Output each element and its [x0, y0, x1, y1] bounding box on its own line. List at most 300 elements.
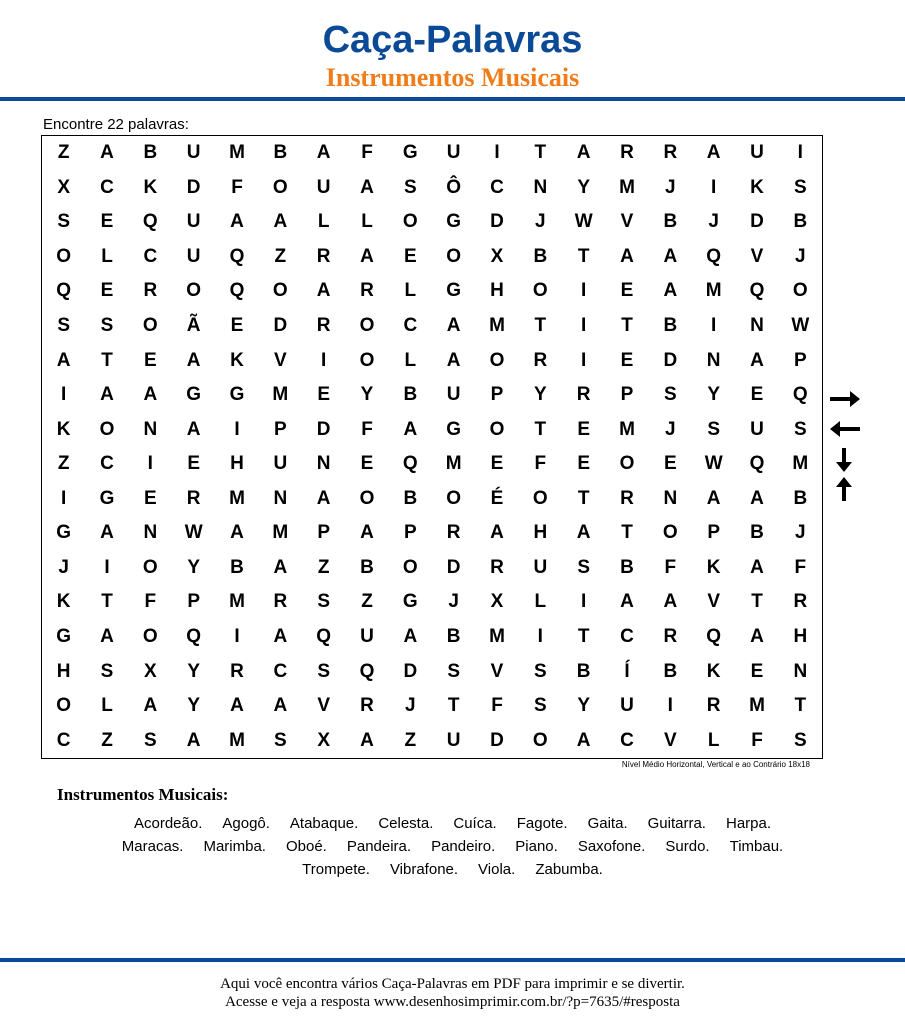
grid-cell: Q: [229, 245, 245, 267]
word-item: Maracas.: [121, 838, 184, 855]
grid-cell: O: [446, 487, 462, 509]
grid-cell: W: [704, 453, 723, 475]
grid-cell: P: [317, 522, 330, 544]
level-note: Nível Médio Horizontal, Vertical e ao Contrário 18x18: [621, 760, 810, 769]
grid-cell: U: [186, 245, 201, 267]
grid-cell: U: [446, 142, 461, 164]
word-item: Marimba.: [203, 838, 266, 855]
grid-cell: O: [532, 487, 548, 509]
grid-cell: A: [100, 626, 114, 648]
grid-cell: O: [142, 556, 158, 578]
grid-cell: S: [317, 591, 330, 613]
grid-cell: T: [621, 522, 633, 544]
top-divider: [0, 97, 905, 101]
grid-cell: C: [143, 245, 158, 267]
grid-cell: A: [230, 522, 244, 544]
grid-cell: N: [750, 315, 764, 337]
grid-cell: Z: [317, 556, 330, 578]
grid-cell: E: [620, 280, 634, 302]
grid-cell: P: [273, 418, 287, 440]
grid-cell: Y: [187, 695, 200, 717]
grid-cell: J: [665, 418, 676, 440]
grid-cell: O: [489, 418, 505, 440]
word-item: Harpa.: [725, 815, 772, 832]
grid-cell: G: [99, 487, 115, 509]
grid-cell: B: [793, 487, 808, 509]
grid-cell: F: [664, 556, 677, 578]
grid-cell: A: [663, 591, 678, 613]
grid-cell: S: [317, 660, 330, 682]
grid-cell: O: [402, 211, 418, 233]
grid-cell: X: [490, 245, 504, 267]
grid-cell: A: [706, 487, 721, 509]
grid-cell: B: [273, 142, 288, 164]
grid-cell: A: [620, 245, 634, 267]
grid-cell: E: [750, 660, 764, 682]
grid-cell: I: [581, 315, 587, 337]
grid-cell: V: [663, 729, 677, 751]
grid-cell: I: [711, 315, 717, 337]
word-item: Vibrafone.: [389, 861, 459, 878]
grid-cell: R: [186, 487, 201, 509]
grid-cell: F: [794, 556, 807, 578]
grid-cell: Q: [186, 626, 202, 648]
grid-cell: H: [490, 280, 504, 302]
grid-cell: I: [667, 695, 673, 717]
grid-cell: I: [581, 349, 587, 371]
word-item: Atabaque.: [289, 815, 359, 832]
grid-cell: B: [663, 315, 678, 337]
grid-cell: U: [750, 418, 764, 440]
grid-cell: D: [316, 418, 331, 440]
grid-cell: E: [143, 487, 157, 509]
grid-cell: P: [707, 522, 720, 544]
grid-cell: A: [273, 695, 288, 717]
grid-cell: M: [619, 418, 635, 440]
grid-cell: B: [576, 660, 591, 682]
grid-cell: P: [793, 349, 807, 371]
grid-cell: U: [620, 695, 634, 717]
grid-cell: J: [795, 522, 806, 544]
word-item: Trompete.: [302, 861, 370, 878]
grid-cell: R: [490, 556, 504, 578]
word-list-title: Instrumentos Musicais:: [57, 785, 229, 804]
grid-cell: A: [576, 522, 591, 544]
grid-cell: D: [403, 660, 418, 682]
grid-cell: R: [576, 384, 591, 406]
grid-cell: G: [186, 384, 202, 406]
grid-cell: T: [534, 315, 547, 337]
grid-cell: C: [403, 315, 418, 337]
grid-cell: N: [316, 453, 331, 475]
grid-cell: H: [230, 453, 244, 475]
grid-cell: A: [273, 211, 288, 233]
grid-cell: I: [797, 142, 803, 164]
grid-cell: T: [577, 626, 590, 648]
grid-cell: N: [706, 349, 721, 371]
grid-cell: X: [57, 176, 70, 198]
word-item: Oboé.: [285, 838, 327, 855]
grid-cell: S: [707, 418, 720, 440]
grid-cell: I: [61, 487, 67, 509]
grid-cell: Z: [404, 729, 417, 751]
grid-cell: R: [793, 591, 808, 613]
grid-cell: C: [56, 729, 71, 751]
grid-cell: J: [708, 211, 719, 233]
grid-cell: O: [56, 245, 72, 267]
grid-cell: J: [58, 556, 69, 578]
grid-cell: O: [792, 280, 808, 302]
grid-cell: A: [403, 626, 418, 648]
grid-cell: U: [750, 142, 764, 164]
grid-cell: I: [234, 418, 240, 440]
grid-cell: F: [361, 418, 373, 440]
grid-cell: S: [143, 729, 157, 751]
grid-cell: E: [143, 349, 157, 371]
grid-cell: C: [490, 176, 504, 198]
grid-cell: S: [100, 660, 114, 682]
arrow-left-icon: [828, 419, 862, 439]
grid-cell: B: [403, 384, 418, 406]
grid-cell: L: [317, 211, 330, 233]
grid-cell: M: [229, 142, 245, 164]
grid-cell: S: [793, 418, 807, 440]
grid-cell: S: [663, 384, 677, 406]
grid-cell: A: [100, 384, 114, 406]
grid-cell: O: [99, 418, 115, 440]
grid-cell: B: [230, 556, 244, 578]
grid-cell: A: [230, 211, 244, 233]
grid-cell: R: [663, 142, 678, 164]
grid-cell: R: [620, 487, 634, 509]
grid-cell: T: [751, 591, 763, 613]
grid-cell: R: [620, 142, 634, 164]
grid-cell: N: [143, 522, 158, 544]
grid-cell: Q: [706, 245, 722, 267]
word-item: Gaita.: [587, 815, 628, 832]
grid-cell: D: [490, 211, 504, 233]
grid-cell: L: [101, 245, 113, 267]
grid-cell: L: [101, 695, 113, 717]
grid-cell: F: [534, 453, 547, 475]
grid-cell: G: [402, 591, 418, 613]
grid-cell: S: [533, 695, 547, 717]
grid-cell: G: [446, 211, 462, 233]
grid-cell: Q: [229, 280, 245, 302]
grid-cell: S: [57, 315, 70, 337]
grid-cell: A: [273, 626, 288, 648]
word-item: Fagote.: [516, 815, 568, 832]
grid-cell: B: [403, 487, 418, 509]
grid-cell: A: [100, 142, 114, 164]
grid-cell: M: [705, 280, 722, 302]
grid-cell: U: [186, 142, 201, 164]
grid-cell: C: [100, 176, 114, 198]
grid-cell: R: [663, 626, 678, 648]
grid-cell: A: [143, 695, 158, 717]
grid-cell: U: [446, 384, 461, 406]
grid-cell: O: [489, 349, 505, 371]
grid-cell: V: [273, 349, 287, 371]
grid-cell: L: [534, 591, 547, 613]
grid-cell: D: [490, 729, 504, 751]
grid-cell: Í: [624, 660, 630, 682]
grid-cell: K: [706, 556, 721, 578]
grid-cell: E: [577, 418, 590, 440]
grid-cell: E: [577, 453, 590, 475]
grid-cell: S: [793, 729, 807, 751]
grid-cell: A: [576, 142, 591, 164]
grid-cell: A: [316, 487, 331, 509]
grid-cell: T: [447, 695, 460, 717]
grid-cell: S: [273, 729, 287, 751]
grid-cell: A: [750, 487, 764, 509]
grid-cell: U: [533, 556, 548, 578]
grid-cell: S: [403, 176, 417, 198]
grid-cell: M: [229, 487, 245, 509]
grid-cell: N: [663, 487, 678, 509]
grid-cell: M: [229, 591, 245, 613]
grid-cell: I: [147, 453, 153, 475]
grid-cell: A: [750, 349, 764, 371]
grid-cell: Z: [361, 591, 373, 613]
page-title: Caça-Palavras: [322, 19, 583, 61]
grid-cell: T: [534, 142, 547, 164]
grid-cell: F: [491, 695, 503, 717]
grid-cell: D: [273, 315, 288, 337]
grid-cell: U: [446, 729, 461, 751]
grid-cell: Q: [749, 453, 765, 475]
grid-cell: R: [273, 591, 288, 613]
grid-cell: E: [100, 280, 114, 302]
grid-cell: A: [750, 556, 764, 578]
bottom-divider: [0, 958, 905, 962]
word-item: Celesta.: [378, 815, 434, 832]
grid-cell: O: [532, 729, 548, 751]
grid-cell: A: [663, 245, 678, 267]
grid-cell: V: [620, 211, 634, 233]
grid-cell: H: [56, 660, 71, 682]
find-count-label: Encontre 22 palavras:: [43, 116, 189, 133]
grid-cell: W: [791, 315, 810, 337]
grid-cell: S: [793, 176, 807, 198]
grid-cell: S: [533, 660, 547, 682]
grid-cell: V: [750, 245, 764, 267]
grid-cell: D: [446, 556, 461, 578]
grid-cell: X: [143, 660, 157, 682]
grid-cell: J: [535, 211, 546, 233]
word-item: Surdo.: [665, 838, 710, 855]
grid-cell: R: [316, 315, 331, 337]
grid-cell: O: [662, 522, 678, 544]
grid-cell: G: [446, 418, 462, 440]
grid-cell: A: [360, 176, 374, 198]
grid-cell: O: [532, 280, 548, 302]
word-search-grid: [41, 135, 823, 759]
grid-cell: O: [142, 315, 158, 337]
grid-cell: R: [316, 245, 331, 267]
grid-cell: K: [56, 591, 71, 613]
word-item: Guitarra.: [647, 815, 706, 832]
grid-cell: R: [706, 695, 721, 717]
grid-cell: Z: [57, 142, 70, 164]
grid-cell: E: [403, 245, 417, 267]
word-item: Saxofone.: [577, 838, 646, 855]
grid-cell: A: [446, 349, 461, 371]
grid-cell: V: [490, 660, 504, 682]
grid-cell: I: [581, 591, 587, 613]
grid-cell: B: [663, 211, 678, 233]
grid-cell: Z: [57, 453, 70, 475]
grid-cell: T: [577, 487, 590, 509]
grid-cell: E: [230, 315, 244, 337]
grid-cell: O: [56, 695, 72, 717]
page-subtitle: Instrumentos Musicais: [325, 63, 580, 92]
grid-cell: I: [581, 280, 587, 302]
grid-cell: M: [619, 176, 635, 198]
grid-cell: M: [272, 522, 289, 544]
grid-cell: C: [273, 660, 288, 682]
grid-cell: D: [186, 176, 201, 198]
grid-cell: E: [317, 384, 330, 406]
grid-cell: A: [143, 384, 158, 406]
grid-cell: A: [663, 280, 678, 302]
grid-cell: Q: [142, 211, 158, 233]
grid-cell: Q: [56, 280, 72, 302]
grid-cell: V: [707, 591, 720, 613]
grid-cell: Ô: [446, 176, 462, 198]
word-item: Pandeira.: [346, 838, 412, 855]
grid-cell: A: [620, 591, 634, 613]
grid-cell: A: [360, 245, 374, 267]
grid-cell: R: [446, 522, 461, 544]
grid-cell: G: [56, 522, 72, 544]
footer-line-1: Aqui você encontra vários Caça-Palavras em PDF para imprimir e se divertir.: [220, 976, 685, 992]
grid-cell: B: [620, 556, 634, 578]
grid-cell: U: [186, 211, 201, 233]
grid-cell: Y: [360, 384, 374, 406]
grid-cell: D: [663, 349, 678, 371]
grid-cell: Y: [707, 384, 720, 406]
grid-cell: J: [405, 695, 416, 717]
grid-cell: E: [490, 453, 504, 475]
grid-cell: C: [620, 626, 634, 648]
grid-cell: G: [229, 384, 245, 406]
grid-cell: Ã: [186, 315, 201, 337]
grid-cell: P: [187, 591, 200, 613]
grid-cell: R: [230, 660, 244, 682]
grid-cell: I: [321, 349, 327, 371]
grid-cell: Q: [706, 626, 722, 648]
grid-cell: O: [402, 556, 418, 578]
grid-cell: G: [402, 142, 418, 164]
grid-cell: I: [104, 556, 110, 578]
grid-cell: M: [489, 315, 505, 337]
grid-cell: A: [750, 626, 764, 648]
grid-cell: B: [360, 556, 374, 578]
word-item: Agogô.: [222, 815, 270, 832]
grid-cell: J: [795, 245, 806, 267]
grid-cell: O: [272, 280, 288, 302]
grid-cell: B: [533, 245, 548, 267]
word-item: Cuíca.: [453, 815, 497, 832]
grid-cell: Y: [533, 384, 547, 406]
grid-cell: T: [794, 695, 807, 717]
grid-cell: V: [317, 695, 330, 717]
grid-cell: P: [620, 384, 634, 406]
word-item: Viola.: [478, 861, 516, 878]
grid-cell: O: [142, 626, 158, 648]
grid-cell: A: [100, 522, 114, 544]
grid-cell: L: [404, 280, 417, 302]
grid-cell: B: [793, 211, 808, 233]
grid-cell: S: [100, 315, 114, 337]
grid-cell: A: [706, 142, 721, 164]
grid-cell: A: [316, 280, 331, 302]
grid-cell: G: [446, 280, 462, 302]
word-item: Acordeão.: [133, 815, 203, 832]
grid-cell: A: [403, 418, 418, 440]
arrow-down-icon: [834, 446, 854, 474]
grid-cell: K: [143, 176, 158, 198]
grid-cell: A: [230, 695, 244, 717]
grid-cell: A: [576, 729, 591, 751]
grid-cell: Y: [187, 556, 200, 578]
grid-cell: M: [489, 626, 505, 648]
grid-cell: N: [533, 176, 548, 198]
grid-cell: P: [403, 522, 417, 544]
grid-cell: E: [750, 384, 764, 406]
grid-cell: B: [143, 142, 158, 164]
grid-cell: B: [750, 522, 764, 544]
grid-cell: O: [359, 349, 375, 371]
grid-cell: Y: [577, 176, 590, 198]
grid-cell: U: [316, 176, 331, 198]
word-list-line: [60, 812, 845, 835]
footer-line-2: Acesse e veja a resposta www.desenhosimprimir.com.br/?p=7635/#resposta: [225, 994, 680, 1010]
grid-cell: O: [186, 280, 202, 302]
grid-cell: I: [61, 384, 67, 406]
grid-cell: H: [793, 626, 808, 648]
grid-cell: L: [404, 349, 417, 371]
grid-cell: Q: [402, 453, 418, 475]
grid-cell: U: [360, 626, 374, 648]
grid-cell: W: [574, 211, 593, 233]
grid-cell: R: [143, 280, 158, 302]
grid-cell: Z: [101, 729, 113, 751]
grid-cell: M: [792, 453, 809, 475]
grid-cell: R: [360, 695, 374, 717]
grid-cell: A: [360, 522, 374, 544]
grid-cell: O: [359, 487, 375, 509]
grid-cell: O: [359, 315, 375, 337]
grid-cell: D: [750, 211, 764, 233]
grid-cell: H: [533, 522, 548, 544]
grid-cell: C: [100, 453, 114, 475]
footer: [0, 975, 905, 1011]
grid-cell: A: [490, 522, 504, 544]
grid-cell: K: [750, 176, 764, 198]
grid-cell: R: [533, 349, 548, 371]
grid-cell: A: [56, 349, 71, 371]
grid-cell: K: [230, 349, 244, 371]
grid-cell: Y: [187, 660, 200, 682]
grid-cell: T: [101, 591, 113, 613]
grid-cell: S: [447, 660, 460, 682]
grid-cell: I: [711, 176, 717, 198]
grid-cell: Q: [316, 626, 332, 648]
grid-cell: N: [793, 660, 808, 682]
